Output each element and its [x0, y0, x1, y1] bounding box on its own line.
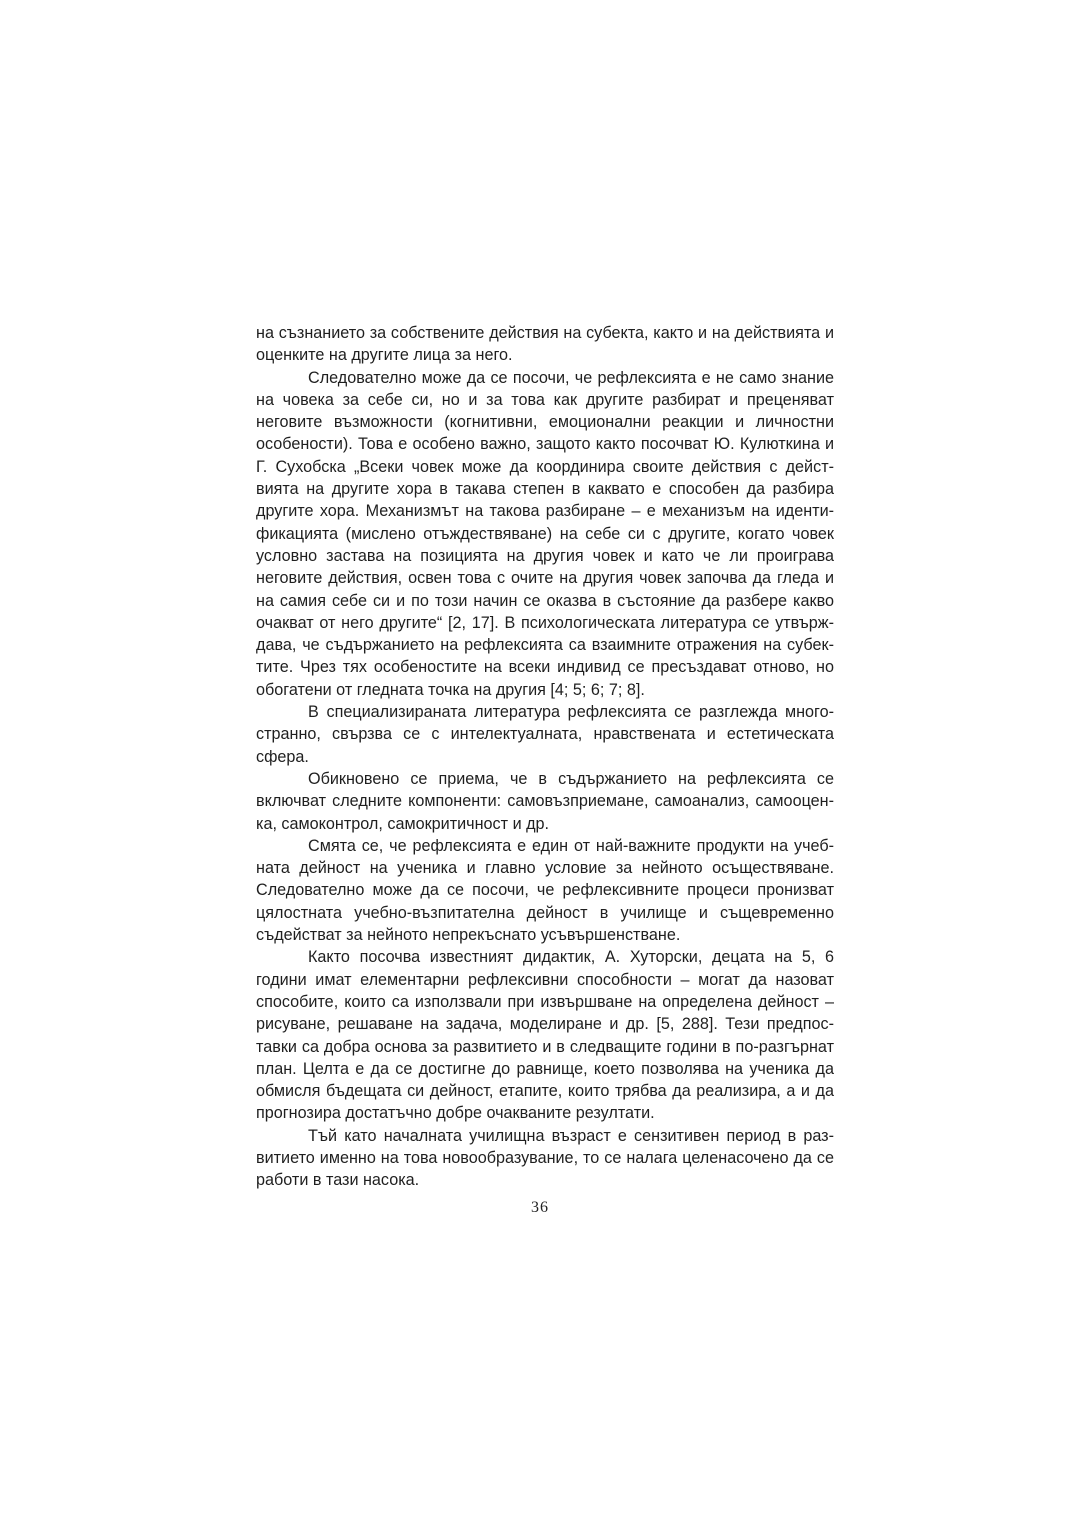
- paragraph-reflection-definition: Следователно може да се посочи, че рефлексията е не само знание на човека за себе си, но и за това как другите разбират и преценяват неговите възможности (когнитивни, емоционални реакции и личностни особености). Това е особено важно, защото както посочват Ю. Кулюткина и Г. Сухобска „Всеки човек може да координира своите действия с действията на другите хора в такава степен в каквато е способен да разбира другите хора. Механизмът на такова разбиране – е механизъм на идентификацията (мислено отъждествяване) на себе си с другите, когато човек условно застава на позицията на другия човек и като че ли проиграва неговите действия, освен това с очите на другия човек започва да гледа и на самия себе си и по този начин се оказва в състояние да разбере какво очакват от него другите“ [2, 17]. В психологическата литература се утвърждава, че съдържанието на рефлексията са взаимните отражения на субектите. Чрез тях особеностите на всеки индивид се пресъздават отново, но обогатени от гледната точка на другия [4; 5; 6; 7; 8].: [256, 368, 834, 699]
- paragraph-khutorskoy: Както посочва известният дидактик, А. Хуторски, децата на 5, 6 години имат елементарни рефлексивни способности – могат да назоват способите, които са използвали при извършване на определена дейност – рисуване, решаване на задача, моделиране и др. [5, 288]. Тези предпоставки са добра основа за развитието и в следващите години в по-разгърнат план. Целта е да се достигне до равнище, което позволява на ученика да обмисля бъдещата си дейност, етапите, които трябва да реализира, а и да прогнозира достатъчно добре очакваните резултати.: [256, 948, 834, 1123]
- paragraph-sensitive-period: Тъй като началната училищна възраст е сензитивен период в развитието именно на това новообразувание, то се налага целенасочено да се работи в тази насока.: [256, 1126, 834, 1190]
- body-text: [256, 322, 834, 1192]
- paragraph-components: Обикновено се приема, че в съдържанието на рефлексията се включват следните компоненти: самовъзприемане, самоанализ, самооценка, самоконтрол, самокритичност и др.: [256, 769, 834, 833]
- paragraph-specialized-literature: В специализираната литература рефлексията се разглежда многостранно, свързва се с интелектуалната, нравствената и естетическата сфера.: [256, 703, 834, 766]
- paragraph-continuation: на съзнанието за собствените действия на субекта, както и на действията и оценките на другите лица за него.: [256, 324, 834, 365]
- page-number: 36: [531, 1199, 549, 1216]
- paragraph-learning-activity: Смята се, че рефлексията е един от най-важните продукти на учебната дейност на ученика и главно условие за нейното осъществяване. Следователно може да се посочи, че рефлексивните процеси пронизват цялостната учебно-възпитателна дейност в училище и същевременно съдействат за нейното непрекъснато усъвършенстване.: [256, 836, 834, 945]
